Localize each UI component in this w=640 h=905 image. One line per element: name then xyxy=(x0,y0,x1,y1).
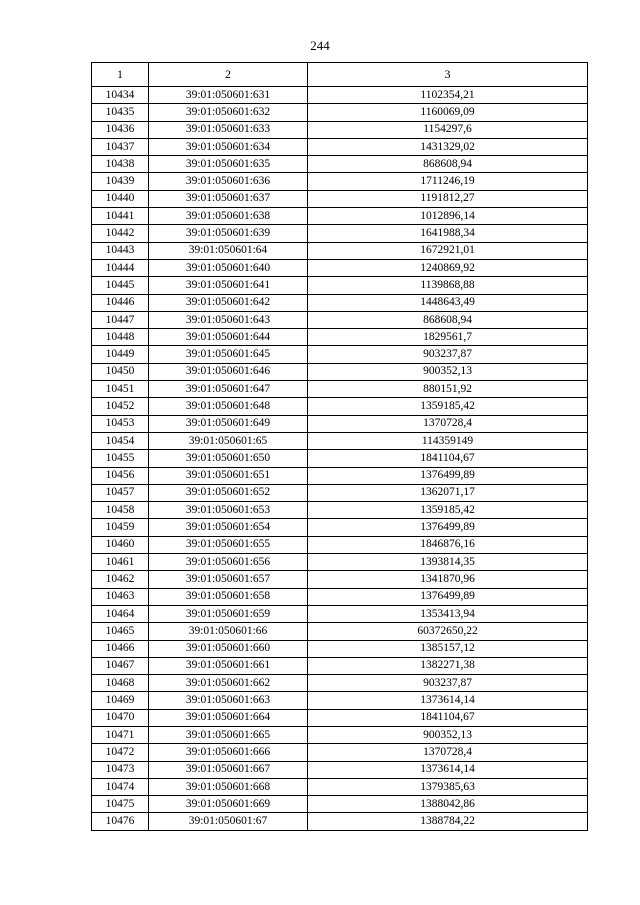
cadastral-number-cell: 39:01:050601:653 xyxy=(149,502,308,519)
cadastral-number-cell: 39:01:050601:669 xyxy=(149,796,308,813)
cadastral-number-cell: 39:01:050601:636 xyxy=(149,173,308,190)
row-number-cell: 10444 xyxy=(92,259,149,276)
value-cell: 1139868,88 xyxy=(308,277,588,294)
value-cell: 868608,94 xyxy=(308,311,588,328)
value-cell: 1376499,89 xyxy=(308,588,588,605)
value-cell: 903237,87 xyxy=(308,346,588,363)
column-header-2: 2 xyxy=(149,63,308,87)
row-number-cell: 10462 xyxy=(92,571,149,588)
table-row xyxy=(92,675,588,692)
cadastral-number-cell: 39:01:050601:643 xyxy=(149,311,308,328)
table-row xyxy=(92,640,588,657)
table-header-row xyxy=(92,63,588,87)
value-cell: 1376499,89 xyxy=(308,467,588,484)
row-number-cell: 10445 xyxy=(92,277,149,294)
row-number-cell: 10466 xyxy=(92,640,149,657)
value-cell: 1376499,89 xyxy=(308,519,588,536)
row-number-cell: 10439 xyxy=(92,173,149,190)
page-number: 244 xyxy=(310,38,330,53)
table-row xyxy=(92,502,588,519)
cadastral-number-cell: 39:01:050601:662 xyxy=(149,675,308,692)
cadastral-number-cell: 39:01:050601:649 xyxy=(149,415,308,432)
table-row xyxy=(92,778,588,795)
cadastral-number-cell: 39:01:050601:656 xyxy=(149,554,308,571)
table-row xyxy=(92,259,588,276)
value-cell: 1012896,14 xyxy=(308,208,588,225)
table-row xyxy=(92,467,588,484)
cadastral-number-cell: 39:01:050601:638 xyxy=(149,208,308,225)
row-number-cell: 10448 xyxy=(92,329,149,346)
table-row xyxy=(92,208,588,225)
row-number-cell: 10442 xyxy=(92,225,149,242)
table-row xyxy=(92,311,588,328)
table-row xyxy=(92,605,588,622)
value-cell: 114359149 xyxy=(308,432,588,449)
value-cell: 1160069,09 xyxy=(308,104,588,121)
row-number-cell: 10471 xyxy=(92,726,149,743)
row-number-cell: 10452 xyxy=(92,398,149,415)
table-row xyxy=(92,450,588,467)
table-row xyxy=(92,761,588,778)
value-cell: 1382271,38 xyxy=(308,657,588,674)
value-cell: 1154297,6 xyxy=(308,121,588,138)
cadastral-number-cell: 39:01:050601:665 xyxy=(149,726,308,743)
cadastral-number-cell: 39:01:050601:660 xyxy=(149,640,308,657)
value-cell: 1370728,4 xyxy=(308,744,588,761)
table-row xyxy=(92,415,588,432)
table-row xyxy=(92,173,588,190)
row-number-cell: 10441 xyxy=(92,208,149,225)
row-number-cell: 10447 xyxy=(92,311,149,328)
table-row xyxy=(92,796,588,813)
cadastral-number-cell: 39:01:050601:654 xyxy=(149,519,308,536)
table-row xyxy=(92,121,588,138)
row-number-cell: 10475 xyxy=(92,796,149,813)
cadastral-number-cell: 39:01:050601:644 xyxy=(149,329,308,346)
table-row xyxy=(92,571,588,588)
row-number-cell: 10474 xyxy=(92,778,149,795)
row-number-cell: 10476 xyxy=(92,813,149,830)
table-row xyxy=(92,744,588,761)
row-number-cell: 10467 xyxy=(92,657,149,674)
cadastral-number-cell: 39:01:050601:633 xyxy=(149,121,308,138)
value-cell: 1431329,02 xyxy=(308,138,588,155)
table-row xyxy=(92,294,588,311)
row-number-cell: 10453 xyxy=(92,415,149,432)
value-cell: 1672921,01 xyxy=(308,242,588,259)
table-row xyxy=(92,813,588,830)
value-cell: 1240869,92 xyxy=(308,259,588,276)
table-row xyxy=(92,657,588,674)
cadastral-number-cell: 39:01:050601:664 xyxy=(149,709,308,726)
row-number-cell: 10437 xyxy=(92,138,149,155)
row-number-cell: 10472 xyxy=(92,744,149,761)
value-cell: 1841104,67 xyxy=(308,709,588,726)
cadastral-number-cell: 39:01:050601:631 xyxy=(149,87,308,104)
row-number-cell: 10449 xyxy=(92,346,149,363)
row-number-cell: 10446 xyxy=(92,294,149,311)
table-row xyxy=(92,623,588,640)
cadastral-number-cell: 39:01:050601:639 xyxy=(149,225,308,242)
cadastral-number-cell: 39:01:050601:642 xyxy=(149,294,308,311)
cadastral-number-cell: 39:01:050601:635 xyxy=(149,156,308,173)
table-row xyxy=(92,277,588,294)
row-number-cell: 10473 xyxy=(92,761,149,778)
cadastral-number-cell: 39:01:050601:657 xyxy=(149,571,308,588)
row-number-cell: 10463 xyxy=(92,588,149,605)
value-cell: 903237,87 xyxy=(308,675,588,692)
table-row xyxy=(92,190,588,207)
row-number-cell: 10450 xyxy=(92,363,149,380)
row-number-cell: 10457 xyxy=(92,484,149,501)
table-row xyxy=(92,484,588,501)
cadastral-number-cell: 39:01:050601:655 xyxy=(149,536,308,553)
cadastral-number-cell: 39:01:050601:66 xyxy=(149,623,308,640)
value-cell: 1388042,86 xyxy=(308,796,588,813)
table-row xyxy=(92,242,588,259)
value-cell: 1841104,67 xyxy=(308,450,588,467)
row-number-cell: 10454 xyxy=(92,432,149,449)
value-cell: 900352,13 xyxy=(308,726,588,743)
table-row xyxy=(92,588,588,605)
row-number-cell: 10461 xyxy=(92,554,149,571)
column-header-3: 3 xyxy=(308,63,588,87)
value-cell: 1385157,12 xyxy=(308,640,588,657)
cadastral-number-cell: 39:01:050601:663 xyxy=(149,692,308,709)
table-row xyxy=(92,104,588,121)
cadastral-number-cell: 39:01:050601:648 xyxy=(149,398,308,415)
cadastral-number-cell: 39:01:050601:666 xyxy=(149,744,308,761)
value-cell: 1641988,34 xyxy=(308,225,588,242)
value-cell: 1846876,16 xyxy=(308,536,588,553)
cadastral-number-cell: 39:01:050601:637 xyxy=(149,190,308,207)
value-cell: 1370728,4 xyxy=(308,415,588,432)
table-row xyxy=(92,329,588,346)
table-row xyxy=(92,536,588,553)
value-cell: 1373614,14 xyxy=(308,692,588,709)
value-cell: 1191812,27 xyxy=(308,190,588,207)
value-cell: 880151,92 xyxy=(308,381,588,398)
value-cell: 1353413,94 xyxy=(308,605,588,622)
row-number-cell: 10469 xyxy=(92,692,149,709)
value-cell: 1388784,22 xyxy=(308,813,588,830)
cadastral-number-cell: 39:01:050601:647 xyxy=(149,381,308,398)
value-cell: 1448643,49 xyxy=(308,294,588,311)
table-row xyxy=(92,398,588,415)
table-row xyxy=(92,554,588,571)
value-cell: 1393814,35 xyxy=(308,554,588,571)
cadastral-number-cell: 39:01:050601:67 xyxy=(149,813,308,830)
value-cell: 1362071,17 xyxy=(308,484,588,501)
cadastral-number-cell: 39:01:050601:65 xyxy=(149,432,308,449)
value-cell: 1379385,63 xyxy=(308,778,588,795)
table-row xyxy=(92,381,588,398)
row-number-cell: 10460 xyxy=(92,536,149,553)
cadastral-number-cell: 39:01:050601:651 xyxy=(149,467,308,484)
row-number-cell: 10468 xyxy=(92,675,149,692)
row-number-cell: 10434 xyxy=(92,87,149,104)
cadastral-number-cell: 39:01:050601:650 xyxy=(149,450,308,467)
table-row xyxy=(92,87,588,104)
cadastral-number-cell: 39:01:050601:661 xyxy=(149,657,308,674)
cadastral-number-cell: 39:01:050601:668 xyxy=(149,778,308,795)
cadastral-table xyxy=(91,62,588,831)
column-header-1: 1 xyxy=(92,63,149,87)
row-number-cell: 10458 xyxy=(92,502,149,519)
table-row xyxy=(92,156,588,173)
cadastral-number-cell: 39:01:050601:640 xyxy=(149,259,308,276)
value-cell: 1373614,14 xyxy=(308,761,588,778)
value-cell: 60372650,22 xyxy=(308,623,588,640)
value-cell: 1829561,7 xyxy=(308,329,588,346)
row-number-cell: 10440 xyxy=(92,190,149,207)
value-cell: 1359185,42 xyxy=(308,502,588,519)
cadastral-number-cell: 39:01:050601:658 xyxy=(149,588,308,605)
cadastral-number-cell: 39:01:050601:645 xyxy=(149,346,308,363)
cadastral-number-cell: 39:01:050601:652 xyxy=(149,484,308,501)
row-number-cell: 10455 xyxy=(92,450,149,467)
value-cell: 900352,13 xyxy=(308,363,588,380)
table-row xyxy=(92,346,588,363)
cadastral-number-cell: 39:01:050601:659 xyxy=(149,605,308,622)
value-cell: 868608,94 xyxy=(308,156,588,173)
table-row xyxy=(92,363,588,380)
cadastral-number-cell: 39:01:050601:646 xyxy=(149,363,308,380)
table-row xyxy=(92,726,588,743)
value-cell: 1341870,96 xyxy=(308,571,588,588)
row-number-cell: 10436 xyxy=(92,121,149,138)
value-cell: 1359185,42 xyxy=(308,398,588,415)
cadastral-number-cell: 39:01:050601:632 xyxy=(149,104,308,121)
table-row xyxy=(92,138,588,155)
table-row xyxy=(92,519,588,536)
row-number-cell: 10451 xyxy=(92,381,149,398)
row-number-cell: 10459 xyxy=(92,519,149,536)
cadastral-number-cell: 39:01:050601:64 xyxy=(149,242,308,259)
cadastral-number-cell: 39:01:050601:667 xyxy=(149,761,308,778)
value-cell: 1711246,19 xyxy=(308,173,588,190)
row-number-cell: 10465 xyxy=(92,623,149,640)
row-number-cell: 10435 xyxy=(92,104,149,121)
row-number-cell: 10464 xyxy=(92,605,149,622)
table-row xyxy=(92,225,588,242)
value-cell: 1102354,21 xyxy=(308,87,588,104)
row-number-cell: 10456 xyxy=(92,467,149,484)
row-number-cell: 10443 xyxy=(92,242,149,259)
row-number-cell: 10438 xyxy=(92,156,149,173)
row-number-cell: 10470 xyxy=(92,709,149,726)
cadastral-number-cell: 39:01:050601:634 xyxy=(149,138,308,155)
table-row xyxy=(92,432,588,449)
table-body xyxy=(92,87,588,831)
table-row xyxy=(92,692,588,709)
table-row xyxy=(92,709,588,726)
cadastral-number-cell: 39:01:050601:641 xyxy=(149,277,308,294)
